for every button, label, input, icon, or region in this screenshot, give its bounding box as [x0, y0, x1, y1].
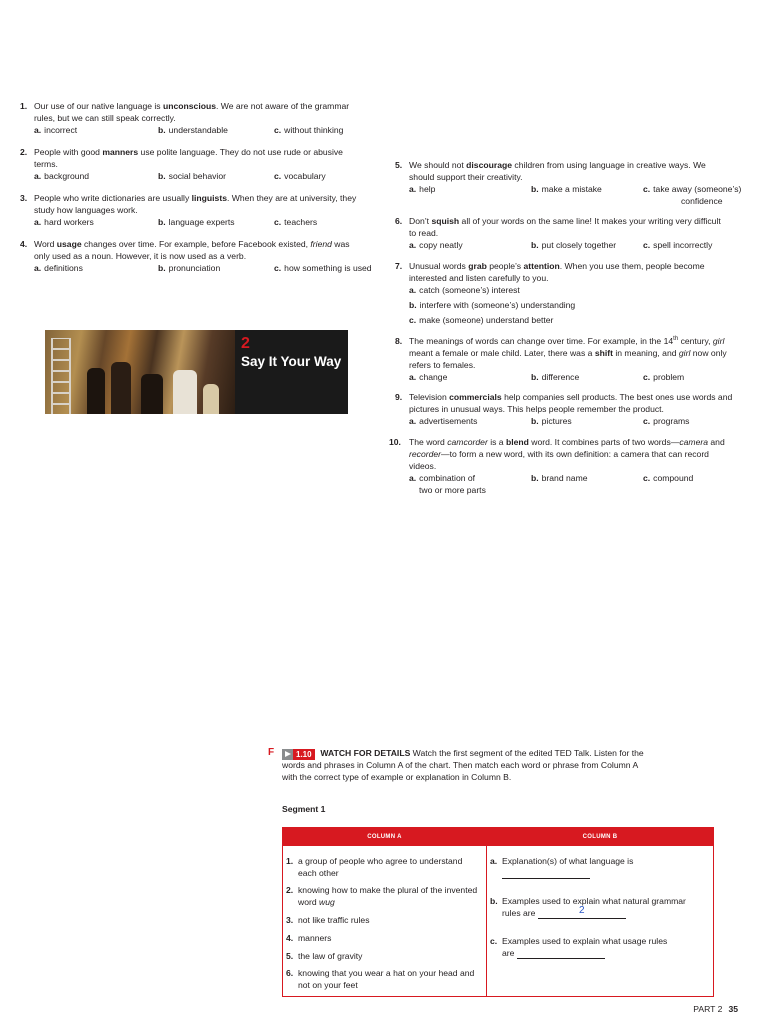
- question-number: 7.: [395, 261, 403, 271]
- question-1: 1. Our use of our native language is unconscious. We are not aware of the grammar rules, but we can still speak correctly. a. incorrect b. understandable c. without thinking: [20, 100, 365, 136]
- question-number: 6.: [395, 216, 403, 226]
- vocab-word: manners: [102, 147, 139, 157]
- option-b[interactable]: b. understandable: [158, 125, 228, 135]
- option-a[interactable]: a. change: [409, 372, 448, 382]
- answer-blank[interactable]: 2: [538, 908, 626, 919]
- column-a-item: 2. knowing how to make the plural of the invented word wug: [286, 885, 478, 907]
- options: [409, 415, 735, 427]
- question-number: 3.: [20, 193, 28, 203]
- column-a-item: 5. the law of gravity: [286, 951, 363, 961]
- unit-title: Say It Your Way: [241, 354, 342, 369]
- vocab-word: usage: [56, 239, 82, 249]
- question-7: 7. Unusual words grab people’s attention. When you use them, people become interested and listen carefully to you. a. catch (someone’s) interest b. interfere with (someone’s) understanding c. make (someone) understand better: [395, 260, 730, 329]
- column-a-header: COLUMN A: [367, 834, 402, 840]
- options: [409, 183, 742, 206]
- question-4: 4. Word usage changes over time. For example, before Facebook existed, friend was only used as a noun. However, it is now used as a verb. a. definitions b. pronunciation c. how something is used: [20, 239, 372, 273]
- options: [409, 371, 735, 383]
- question-5: 5. We should not discourage children from using language in creative ways. We should support their creativity. a. help b. make a mistake c. take away (someone’s) confidence: [395, 160, 742, 206]
- vocab-word: discourage: [466, 160, 513, 170]
- question-6: 6. Don’t squish all of your words on the same line! It makes your writing very difficult to read. a. copy neatly b. put closely together c. spell incorrectly: [395, 215, 730, 251]
- options: [34, 216, 365, 228]
- graffiti-photo: [45, 330, 235, 414]
- vocab-word: unconscious: [163, 101, 217, 111]
- unit-number: 2: [241, 335, 250, 352]
- vocab-word: blend: [505, 437, 529, 447]
- question-10: 10. The word camcorder is a blend word. It combines parts of two words—camera and recorder—to form a new word, with its own definition: a camera that can record videos. a. combination of two or more parts b. brand name c. compound: [389, 436, 735, 484]
- option-c[interactable]: c. without thinking: [274, 125, 344, 135]
- ladder-shape: [51, 338, 71, 414]
- option-b[interactable]: b. put closely together: [531, 240, 617, 250]
- column-divider: [486, 828, 487, 996]
- option-a[interactable]: a. catch (someone’s) interest: [409, 285, 520, 295]
- options: [409, 239, 730, 251]
- option-b[interactable]: b. brand name: [531, 473, 588, 483]
- vocab-word: commercials: [449, 392, 502, 402]
- question-8: 8. The meanings of words can change over time. For example, in the 14th century, girl meant a female or male child. Later, there was a shift in meaning, and girl now only refers to females. a. change b. difference c. problem: [395, 335, 735, 383]
- option-c[interactable]: c. make (someone) understand better: [409, 315, 554, 325]
- column-a-item: 6. knowing that you wear a hat on your head and not on your feet: [286, 968, 475, 990]
- option-b[interactable]: b. social behavior: [158, 171, 226, 181]
- option-c[interactable]: c. programs: [643, 416, 690, 426]
- option-a[interactable]: a. copy neatly: [409, 240, 463, 250]
- column-b-header: COLUMN B: [582, 834, 618, 840]
- part-label: PART 2: [693, 1004, 723, 1014]
- column-a-item: 1. a group of people who agree to understand each other: [286, 856, 463, 878]
- vocab-word: grab: [468, 261, 487, 271]
- play-icon[interactable]: [282, 749, 293, 760]
- option-c[interactable]: c. teachers: [274, 217, 318, 227]
- question-number: 4.: [20, 239, 28, 249]
- video-code: 1.10: [293, 749, 315, 760]
- option-b[interactable]: b. difference: [531, 372, 580, 382]
- unit-banner: [45, 330, 348, 414]
- options: [34, 262, 372, 274]
- question-number: 2.: [20, 147, 28, 157]
- option-a[interactable]: a. incorrect: [34, 125, 78, 135]
- option-b[interactable]: b. pictures: [531, 416, 572, 426]
- option-b[interactable]: b. make a mistake: [531, 184, 602, 194]
- option-a[interactable]: a. background: [34, 171, 90, 181]
- question-number: 1.: [20, 101, 28, 111]
- section-f: [268, 747, 648, 783]
- section-letter: F: [268, 747, 275, 758]
- option-b[interactable]: b. language experts: [158, 217, 235, 227]
- answer-blank[interactable]: [517, 948, 605, 959]
- option-a[interactable]: a. hard workers: [34, 217, 94, 227]
- options: [34, 170, 365, 182]
- option-a[interactable]: a. combination of two or more parts: [409, 473, 486, 495]
- segment-label: Segment 1: [282, 804, 326, 814]
- option-a[interactable]: a. advertisements: [409, 416, 478, 426]
- answer-blank[interactable]: [502, 868, 590, 879]
- option-b[interactable]: b. interfere with (someone’s) understanding: [409, 300, 576, 310]
- option-c[interactable]: c. take away (someone’s) confidence: [643, 184, 742, 206]
- column-a-item: 4. manners: [286, 933, 332, 943]
- question-number: 5.: [395, 160, 403, 170]
- question-number: 9.: [395, 392, 403, 402]
- question-number: 8.: [395, 336, 403, 346]
- option-c[interactable]: c. vocabulary: [274, 171, 326, 181]
- column-b-item: b. Examples used to explain what natural grammar rules are 2: [490, 896, 686, 918]
- column-b-item: a. Explanation(s) of what language is: [490, 855, 710, 879]
- option-c[interactable]: c. compound: [643, 473, 694, 483]
- section-heading: WATCH FOR DETAILS: [320, 748, 411, 758]
- section-instructions: 1.10 WATCH FOR DETAILS Watch the first segment of the edited TED Talk. Listen for the words and phrases in Column A of the chart. Then match each word or phrase from Column A with the correct type of example or explanation in Column B.: [282, 748, 644, 782]
- column-a-item: 3. not like traffic rules: [286, 915, 370, 925]
- option-a[interactable]: a. definitions: [34, 263, 83, 273]
- vocab-word: attention: [523, 261, 560, 271]
- options: [409, 472, 735, 495]
- vocab-word: squish: [431, 216, 460, 226]
- question-3: 3. People who write dictionaries are usually linguists. When they are at university, they study how languages work. a. hard workers b. language experts c. teachers: [20, 192, 365, 228]
- options: [34, 124, 365, 136]
- question-number: 10.: [389, 437, 401, 447]
- question-2: 2. People with good manners use polite language. They do not use rude or abusive terms. a. background b. social behavior c. vocabulary: [20, 146, 365, 182]
- question-9: 9. Television commercials help companies sell products. The best ones use words and pictures in unusual ways. This helps people remember the product. a. advertisements b. pictures c. programs: [395, 391, 735, 427]
- vocab-word: shift: [594, 348, 613, 358]
- option-c[interactable]: c. how something is used: [274, 263, 372, 273]
- option-a[interactable]: a. help: [409, 184, 436, 194]
- option-c[interactable]: c. problem: [643, 372, 685, 382]
- column-b-item: c. Examples used to explain what usage rules are: [490, 936, 668, 958]
- vocab-word: linguists: [191, 193, 227, 203]
- matching-chart: [282, 827, 714, 997]
- page-footer: [693, 1003, 738, 1015]
- option-b[interactable]: b. pronunciation: [158, 263, 221, 273]
- page-number: 35: [728, 1004, 738, 1014]
- video-badge[interactable]: [282, 749, 315, 760]
- option-c[interactable]: c. spell incorrectly: [643, 240, 713, 250]
